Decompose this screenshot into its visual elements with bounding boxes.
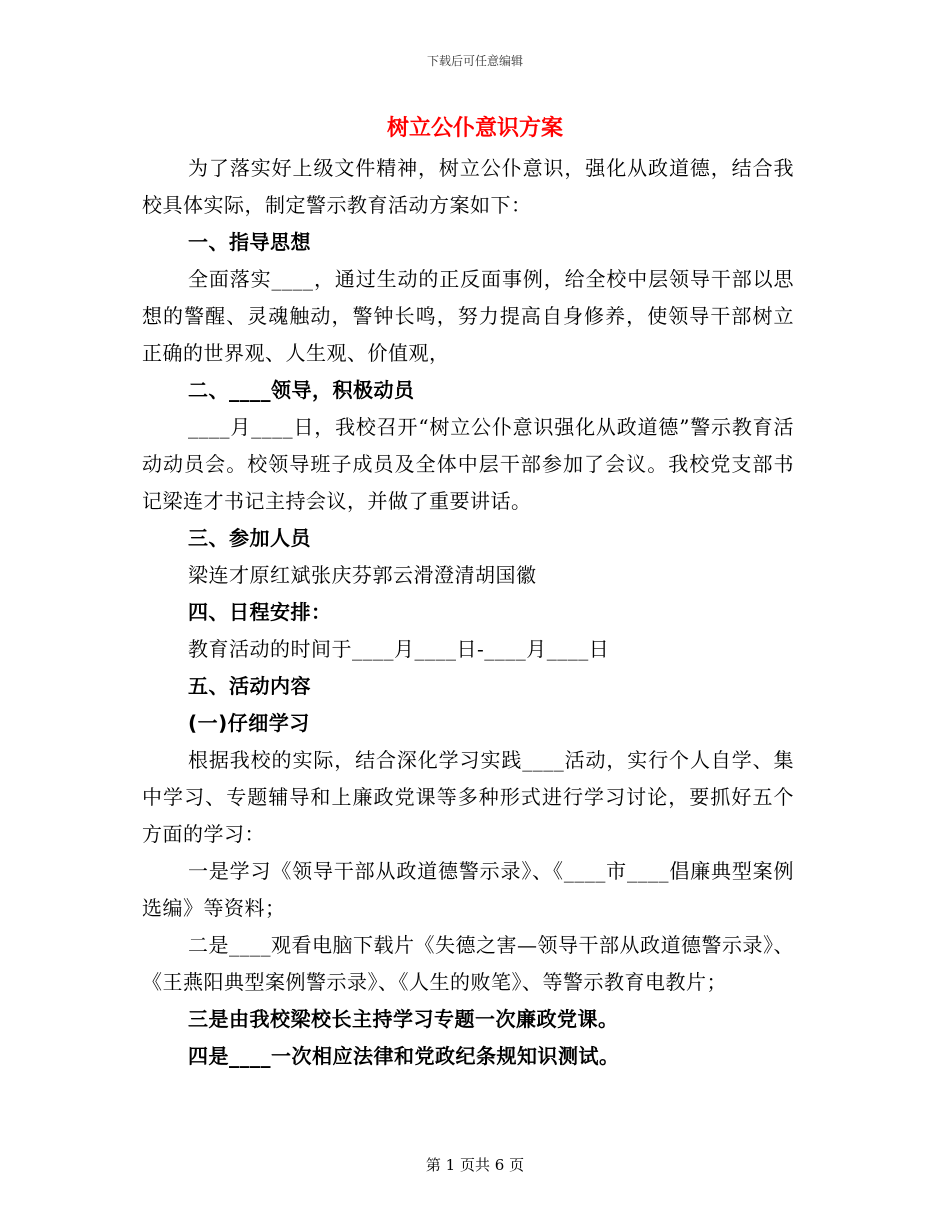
document-title: 树立公仆意识方案: [386, 116, 563, 141]
study-item-1: 一是学习《领导干部从政道德警示录》、《____市____倡廉典型案例选编》等资料；: [142, 859, 794, 920]
intro-paragraph: 为了落实好上级文件精神，树立公仆意识，强化从政道德，结合我校具体实际，制定警示教育活动方案如下：: [142, 156, 794, 217]
page-header: 下载后可任意编辑: [426, 54, 523, 68]
section-5-subheading: (一)仔细学习: [188, 711, 310, 735]
document-body: [142, 150, 794, 1075]
section-5-heading: 五、活动内容: [188, 674, 311, 698]
study-item-3: 三是由我校梁校长主持学习专题一次廉政党课。: [188, 1007, 619, 1031]
section-5-body: 根据我校的实际，结合深化学习实践____活动，实行个人自学、集中学习、专题辅导和上廉政党课等多种形式进行学习讨论，要抓好五个方面的学习：: [142, 748, 794, 846]
section-4-heading: 四、日程安排：: [188, 600, 332, 624]
study-item-2: 二是____观看电脑下载片《失德之害—领导干部从政道德警示录》、《王燕阳典型案例警示录》、《人生的败笔》、等警示教育电教片；: [142, 933, 794, 994]
study-item-4: 四是____一次相应法律和党政纪条规知识测试。: [188, 1044, 620, 1068]
section-4-body: 教育活动的时间于____月____日-____月____日: [188, 637, 610, 661]
section-2-heading: 二、____领导，积极动员: [188, 378, 415, 402]
section-1-body: 全面落实____，通过生动的正反面事例，给全校中层领导干部以思想的警醒、灵魂触动，警钟长鸣，努力提高自身修养，使领导干部树立正确的世界观、人生观、价值观，: [142, 267, 794, 365]
page-footer: 第 1 页共 6 页: [425, 1156, 525, 1174]
section-1-heading: 一、指导思想: [188, 230, 311, 254]
section-3-body: 梁连才原红斌张庆芬郭云滑澄清胡国徽: [188, 563, 537, 587]
section-2-body: ____月____日，我校召开“树立公仆意识强化从政道德”警示教育活动动员会。校领导班子成员及全体中层干部参加了会议。我校党支部书记梁连才书记主持会议，并做了重要讲话。: [142, 415, 794, 513]
section-3-heading: 三、参加人员: [188, 526, 311, 550]
